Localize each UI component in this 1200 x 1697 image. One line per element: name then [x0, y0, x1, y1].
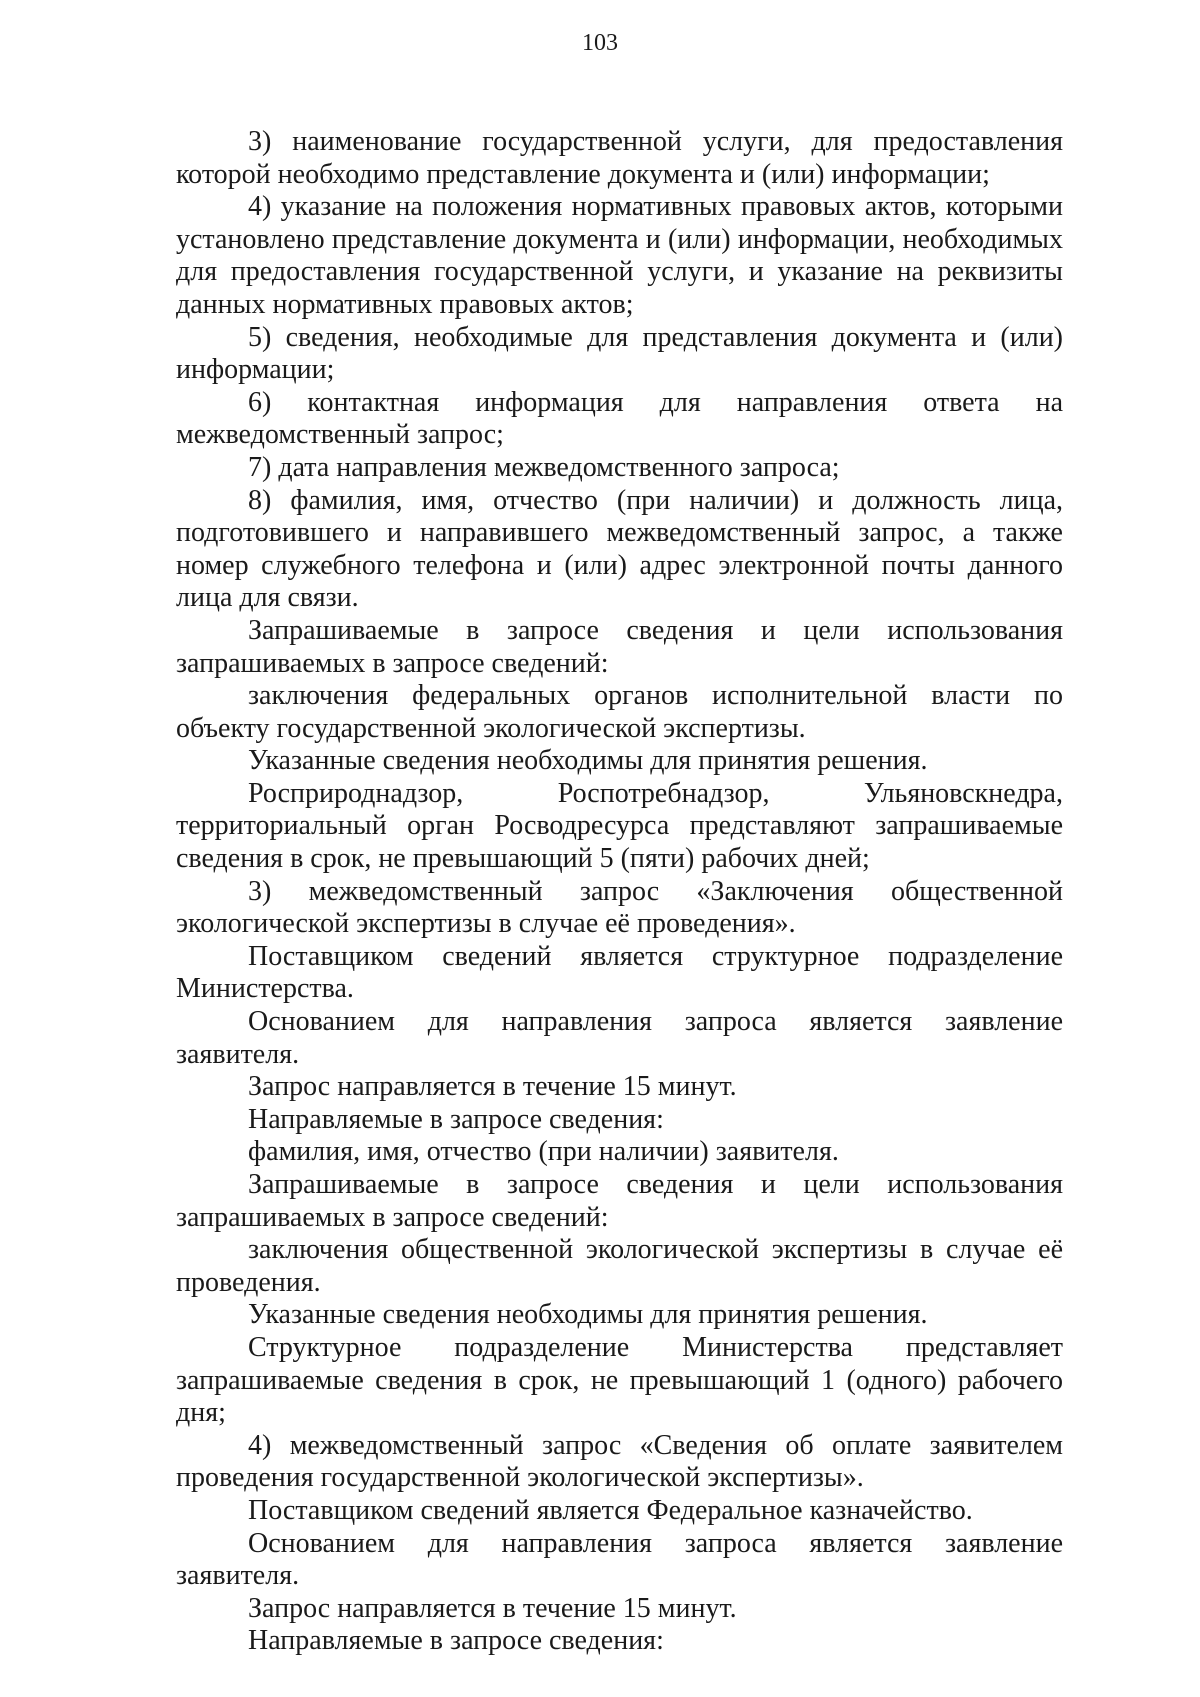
- paragraph: 4) межведомственный запрос «Сведения об оплате заявителем проведения государственной экологической экспертизы».: [176, 1429, 1063, 1494]
- paragraph: заключения федеральных органов исполнительной власти по объекту государственной экологической экспертизы.: [176, 680, 1063, 744]
- paragraph: Поставщиком сведений является структурное подразделение Министерства.: [176, 940, 1063, 1005]
- paragraph: Поставщиком сведений является Федеральное казначейство.: [248, 1494, 973, 1526]
- paragraph: Запрос направляется в течение 15 минут.: [248, 1592, 737, 1624]
- paragraph: Структурное подразделение Министерства представляет запрашиваемые сведения в срок, не превышающий 1 (одного) рабочего дня;: [176, 1331, 1063, 1429]
- paragraph: Росприроднадзор, Роспотребнадзор, Ульяновскнедра, территориальный орган Росводресурса представляют запрашиваемые сведения в срок, не превышающий 5 (пяти) рабочих дней;: [176, 777, 1063, 875]
- paragraph: Запрашиваемые в запросе сведения и цели использования запрашиваемых в запросе сведений:: [176, 614, 1063, 679]
- paragraph: Основанием для направления запроса является заявление заявителя.: [176, 1527, 1063, 1592]
- paragraph: Запрашиваемые в запросе сведения и цели использования запрашиваемых в запросе сведений:: [176, 1169, 1063, 1233]
- paragraph: Основанием для направления запроса является заявление заявителя.: [176, 1006, 1063, 1070]
- paragraph: Указанные сведения необходимы для принятия решения.: [248, 1299, 928, 1331]
- paragraph: Направляемые в запросе сведения:: [248, 1625, 664, 1657]
- paragraph: Запрос направляется в течение 15 минут.: [248, 1071, 737, 1103]
- page-number: 103: [582, 30, 618, 56]
- paragraph: 8) фамилия, имя, отчество (при наличии) и должность лица, подготовившего и направившего межведомственный запрос, а также номер служебного телефона и (или) адрес электронной почты данного лица для связи.: [176, 484, 1063, 614]
- paragraph: 4) указание на положения нормативных правовых актов, которыми установлено представление документа и (или) информации, необходимых для предоставления государственной услуги, и указание на реквизиты данных нормативных правовых актов;: [176, 191, 1063, 320]
- paragraph: 5) сведения, необходимые для представления документа и (или) информации;: [176, 321, 1063, 386]
- paragraph: 3) наименование государственной услуги, для предоставления которой необходимо представление документа и (или) информации;: [176, 126, 1063, 190]
- paragraph: 3) межведомственный запрос «Заключения общественной экологической экспертизы в случае её проведения».: [176, 875, 1063, 940]
- paragraph: 7) дата направления межведомственного запроса;: [248, 451, 840, 483]
- paragraph: Указанные сведения необходимы для принятия решения.: [248, 745, 928, 777]
- paragraph: 6) контактная информация для направления ответа на межведомственный запрос;: [176, 386, 1063, 451]
- paragraph: Направляемые в запросе сведения:: [248, 1103, 664, 1135]
- paragraph: заключения общественной экологической экспертизы в случае её проведения.: [176, 1234, 1063, 1298]
- document-body: [176, 126, 1063, 1658]
- paragraph: фамилия, имя, отчество (при наличии) заявителя.: [248, 1136, 839, 1168]
